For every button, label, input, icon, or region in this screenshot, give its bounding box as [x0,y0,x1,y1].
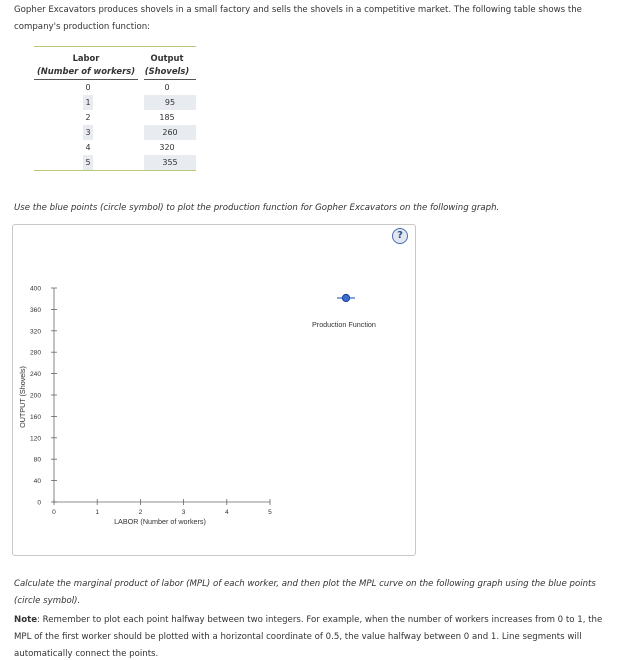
mpl-instruction: Calculate the marginal product of labor (MPL) of each worker, and then plot the MPL curve on the following graph using the blue points (circle symbol). [14,579,596,606]
x-tick-label: 1 [95,509,100,516]
y-tick-label: 80 [33,456,41,464]
y-tick-label: 120 [29,435,41,443]
y-tick-label: 400 [29,285,41,293]
x-tick-label: 3 [181,509,186,516]
labor-cell: 0 [85,83,91,92]
x-tick-label: 5 [268,509,272,516]
output-cell: 260 [144,125,196,140]
table-row [34,155,196,170]
labor-cell: 3 [83,125,93,140]
labor-cell: 1 [83,95,93,110]
production-table [34,46,196,171]
labor-header-unit: (Number of workers) [36,66,136,76]
y-tick-label: 160 [29,413,41,421]
labor-cell: 2 [85,113,91,122]
intro-text: Gopher Excavators produces shovels in a small factory and sells the shovels in a competitive market. The following table shows the company's production function: [14,5,582,32]
table-header [34,47,196,78]
x-tick-label: 0 [52,509,56,516]
table-row [34,125,196,140]
note-text: : Remember to plot each point halfway between two integers. For example, when the number of workers increases from 0 to 1, the MPL of the first worker should be plotted with a horizontal coordinate of 0.5, the value halfway between 0 and 1. Line segments will automatically connect the points. [14,615,603,659]
note-paragraph [14,612,614,660]
x-axis-label: LABOR (Number of workers) [114,517,206,526]
output-cell: 185 [159,113,175,122]
output-cell: 95 [144,95,196,110]
output-cell: 355 [144,155,196,170]
table-row [34,110,196,125]
labor-header [34,52,138,78]
question-icon[interactable]: ? [392,228,408,244]
output-cell: 320 [159,143,175,152]
table-row [34,80,196,95]
labor-cell: 5 [83,155,93,170]
y-tick-label: 360 [29,306,41,314]
graph-panel[interactable] [12,224,416,556]
production-function-point-tool[interactable] [336,292,356,304]
y-tick-label: 40 [33,478,41,486]
labor-cell: 4 [85,143,91,152]
x-tick-label: 2 [138,509,143,516]
y-tick-label: 320 [29,328,41,336]
plot-instruction: Use the blue points (circle symbol) to plot the production function for Gopher Excavators on the following graph. [14,203,500,213]
output-header-title: Output [150,53,184,63]
table-row [34,140,196,155]
note-label: Note [14,615,38,625]
y-tick-label: 200 [29,392,41,400]
legend-label: Production Function [312,320,376,329]
x-tick-label: 4 [224,509,229,516]
y-tick-label: 0 [37,499,41,507]
output-header [138,52,196,78]
circle-icon [342,294,349,301]
table-bottom-rule [34,170,196,171]
y-axis-label: OUTPUT (Shovels) [18,366,27,428]
output-cell: 0 [164,83,170,92]
table-row [34,95,196,110]
y-tick-label: 280 [29,349,41,357]
output-header-unit: (Shovels) [144,66,190,76]
labor-header-title: Labor [72,53,100,63]
y-tick-label: 240 [29,371,41,379]
